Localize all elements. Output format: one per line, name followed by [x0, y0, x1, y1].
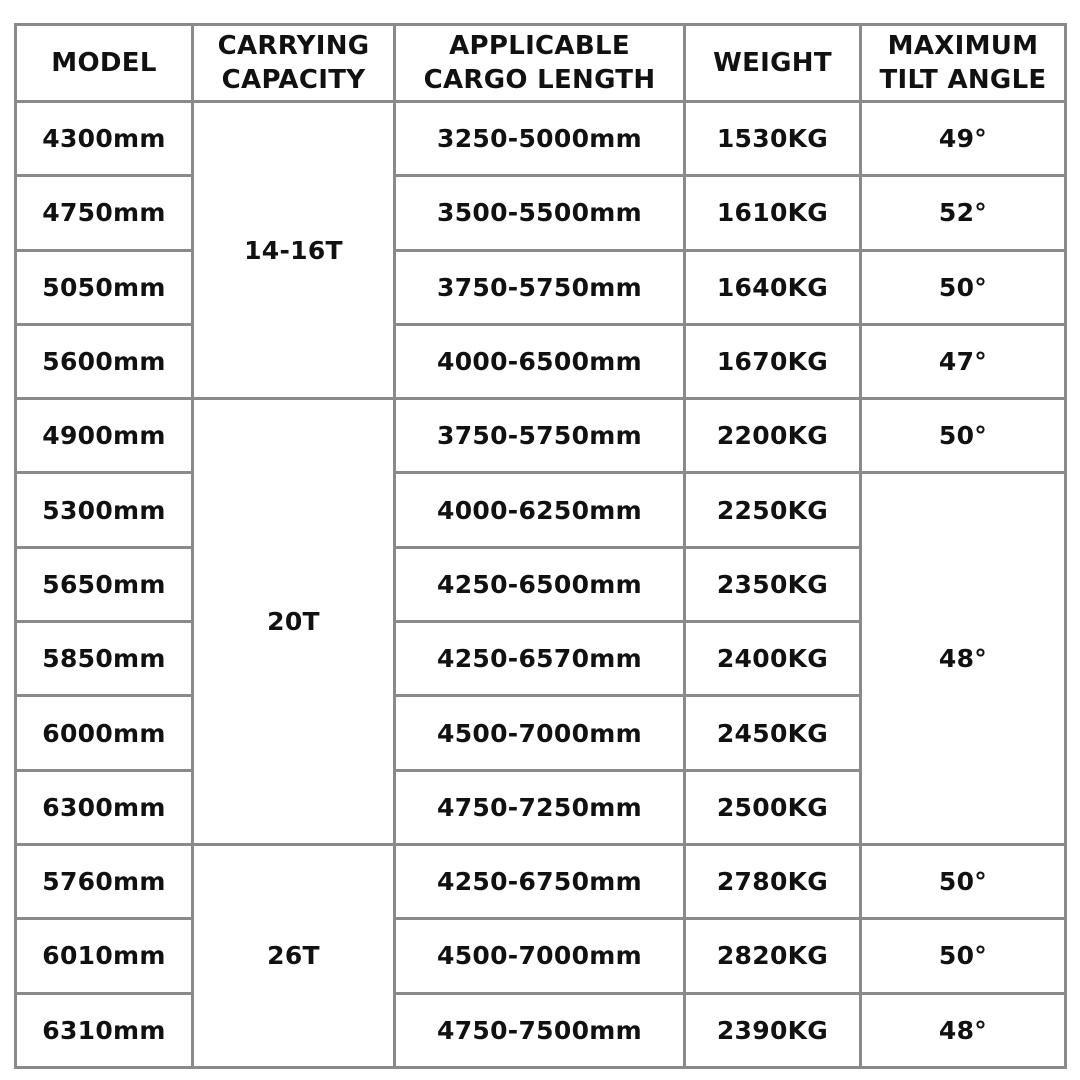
weight-cell: 2200KG — [685, 399, 861, 473]
cargo-length-cell: 4500-7000mm — [395, 696, 685, 770]
table-row — [16, 324, 1066, 398]
header-tilt-line-2: TILT ANGLE — [879, 65, 1047, 95]
capacity-cell: 14-16T — [193, 102, 395, 399]
table-row — [16, 993, 1066, 1067]
header-cargo-line-2: CARGO LENGTH — [423, 65, 656, 95]
header-cargo-length — [395, 25, 685, 102]
cargo-length-cell: 4250-6500mm — [395, 547, 685, 621]
weight-cell: 2390KG — [685, 993, 861, 1067]
header-max-tilt-angle — [861, 25, 1066, 102]
model-cell: 4750mm — [16, 176, 193, 250]
model-cell: 5760mm — [16, 844, 193, 918]
cargo-length-cell: 4000-6250mm — [395, 473, 685, 547]
table-row — [16, 102, 1066, 176]
capacity-cell: 20T — [193, 399, 395, 845]
tilt-angle-merged-cell: 48° — [861, 473, 1066, 844]
cargo-length-cell: 3250-5000mm — [395, 102, 685, 176]
model-cell: 6000mm — [16, 696, 193, 770]
capacity-cell: 26T — [193, 844, 395, 1067]
tilt-angle-cell: 50° — [861, 844, 1066, 918]
model-cell: 4900mm — [16, 399, 193, 473]
table-row — [16, 919, 1066, 993]
cargo-length-cell: 3750-5750mm — [395, 399, 685, 473]
header-model — [16, 25, 193, 102]
model-cell: 5850mm — [16, 622, 193, 696]
tilt-angle-cell: 47° — [861, 324, 1066, 398]
model-cell: 4300mm — [16, 102, 193, 176]
tilt-angle-cell: 50° — [861, 250, 1066, 324]
cargo-length-cell: 4250-6570mm — [395, 622, 685, 696]
model-cell: 5600mm — [16, 324, 193, 398]
header-row — [16, 25, 1066, 102]
cargo-length-cell: 3750-5750mm — [395, 250, 685, 324]
model-cell: 6300mm — [16, 770, 193, 844]
weight-cell: 1610KG — [685, 176, 861, 250]
model-cell: 5650mm — [16, 547, 193, 621]
weight-cell: 1670KG — [685, 324, 861, 398]
tilt-angle-cell: 50° — [861, 399, 1066, 473]
weight-cell: 2400KG — [685, 622, 861, 696]
weight-cell: 2350KG — [685, 547, 861, 621]
weight-cell: 1640KG — [685, 250, 861, 324]
tilt-angle-cell: 52° — [861, 176, 1066, 250]
table-row — [16, 399, 1066, 473]
spec-table — [14, 23, 1067, 1069]
model-cell: 6310mm — [16, 993, 193, 1067]
cargo-length-cell: 3500-5500mm — [395, 176, 685, 250]
tilt-angle-cell: 49° — [861, 102, 1066, 176]
table-row — [16, 473, 1066, 547]
header-model-line: MODEL — [51, 48, 157, 78]
table-row — [16, 250, 1066, 324]
cargo-length-cell: 4500-7000mm — [395, 919, 685, 993]
header-tilt-line-1: MAXIMUM — [887, 31, 1039, 61]
tilt-angle-cell: 48° — [861, 993, 1066, 1067]
cargo-length-cell: 4750-7250mm — [395, 770, 685, 844]
tilt-angle-cell: 50° — [861, 919, 1066, 993]
header-cargo-line-1: APPLICABLE — [449, 31, 630, 61]
model-cell: 5300mm — [16, 473, 193, 547]
weight-cell: 2500KG — [685, 770, 861, 844]
header-weight — [685, 25, 861, 102]
weight-cell: 1530KG — [685, 102, 861, 176]
model-cell: 5050mm — [16, 250, 193, 324]
cargo-length-cell: 4750-7500mm — [395, 993, 685, 1067]
weight-cell: 2450KG — [685, 696, 861, 770]
cargo-length-cell: 4000-6500mm — [395, 324, 685, 398]
cargo-length-cell: 4250-6750mm — [395, 844, 685, 918]
header-capacity-line-1: CARRYING — [217, 31, 370, 61]
table-row — [16, 176, 1066, 250]
weight-cell: 2250KG — [685, 473, 861, 547]
header-capacity-line-2: CAPACITY — [221, 65, 366, 95]
header-weight-line: WEIGHT — [713, 48, 832, 78]
header-carrying-capacity — [193, 25, 395, 102]
weight-cell: 2780KG — [685, 844, 861, 918]
table-row — [16, 844, 1066, 918]
weight-cell: 2820KG — [685, 919, 861, 993]
model-cell: 6010mm — [16, 919, 193, 993]
